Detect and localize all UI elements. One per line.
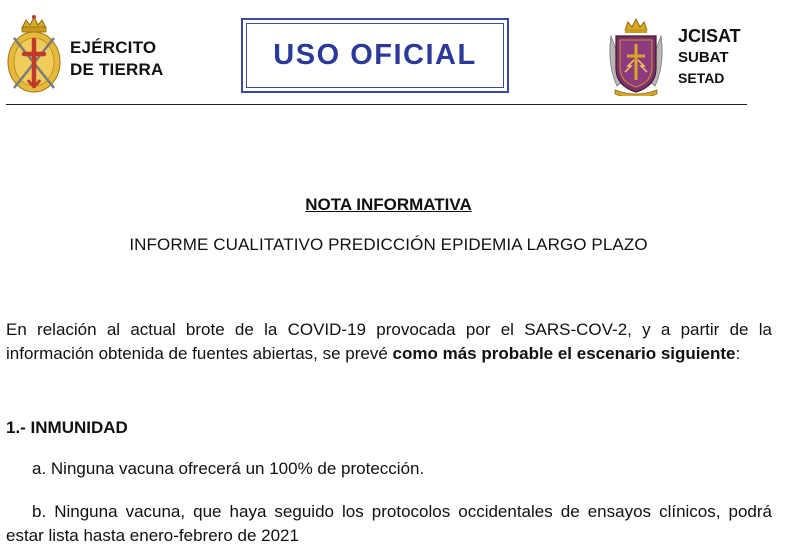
classification-box [241,18,509,93]
left-org-line1: EJÉRCITO [70,38,157,57]
right-org-line1: JCISAT [678,26,741,46]
list-item-b: b. Ninguna vacuna, que haya seguido los protocolos occidentales de ensayos clínicos, podrá estar lista hasta enero-febrero de 2021 [6,502,772,545]
intro-text-part2: : [735,344,741,363]
right-organization-name [678,26,741,89]
right-org-line2: SUBAT [678,49,729,66]
section-heading-inmunidad: 1.- INMUNIDAD [6,418,128,437]
ejercito-de-tierra-emblem-icon [6,14,62,96]
document-header [0,0,789,110]
document-subtitle: INFORME CUALITATIVO PREDICCIÓN EPIDEMIA LARGO PLAZO [129,235,648,254]
intro-paragraph [6,318,772,366]
classification-label: USO OFICIAL [246,23,504,88]
left-organization-name [70,37,163,81]
left-org-line2: DE TIERRA [70,60,164,79]
jcisat-coat-of-arms-emblem-icon [607,14,665,96]
intro-text-part1: En relación al actual brote de la COVID-19 provocada por el SARS-COV-2, y a partir de la información obtenida de fuentes abiertas, se prevé [6,320,772,363]
document-title: NOTA INFORMATIVA [305,195,472,214]
header-divider [6,104,747,105]
intro-text-bold: como más probable el escenario siguiente [392,344,736,363]
list-item-a: a. Ninguna vacuna ofrecerá un 100% de protección. [32,459,425,478]
right-org-line3: SETAD [678,70,725,86]
